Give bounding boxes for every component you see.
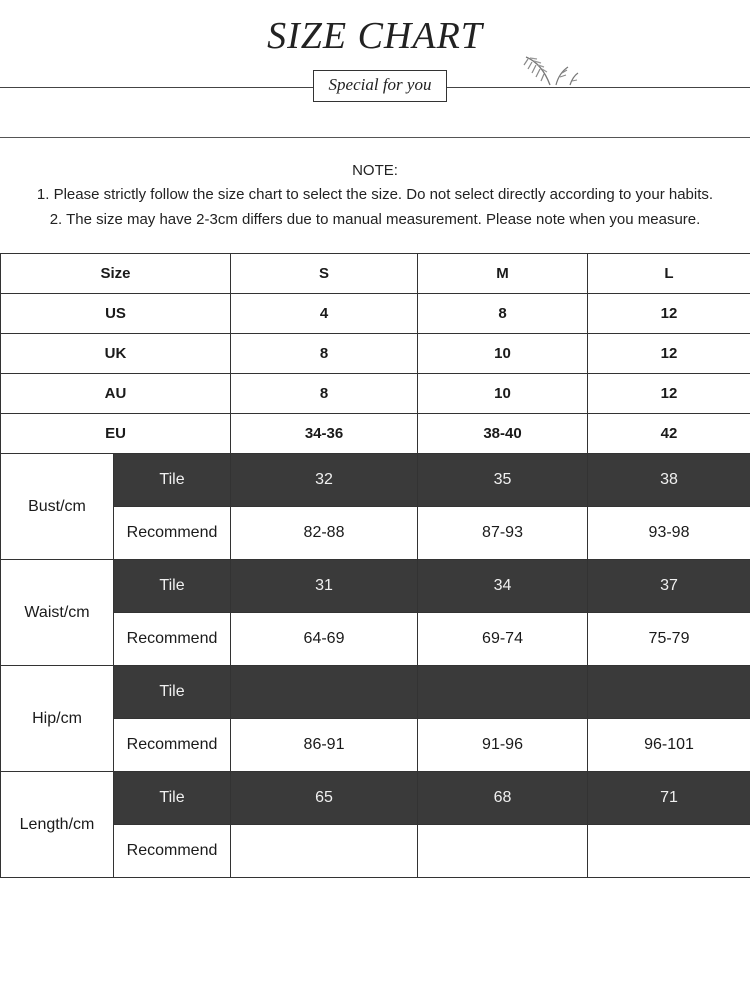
tile-label: Tile <box>114 560 231 613</box>
size-cell: 42 <box>588 414 750 454</box>
measure-cell: 31 <box>231 560 418 613</box>
size-header-label: Size <box>1 254 231 294</box>
size-cell: 34-36 <box>231 414 418 454</box>
measure-cell: 35 <box>418 454 588 507</box>
size-chart-title: SIZE CHART <box>267 15 483 57</box>
length-recommend-row <box>1 825 750 878</box>
measure-cell: 68 <box>418 772 588 825</box>
measure-cell <box>588 825 750 878</box>
size-header-l: L <box>588 254 750 294</box>
au-row <box>1 374 750 414</box>
hip-recommend-row <box>1 719 750 772</box>
size-table <box>0 253 750 878</box>
region-label: UK <box>1 334 231 374</box>
measure-cell: 64-69 <box>231 613 418 666</box>
size-cell: 12 <box>588 334 750 374</box>
measure-cell: 91-96 <box>418 719 588 772</box>
hip-label: Hip/cm <box>1 666 114 772</box>
measure-cell: 38 <box>588 454 750 507</box>
size-cell: 4 <box>231 294 418 334</box>
right-divider <box>447 87 750 88</box>
measure-cell <box>231 825 418 878</box>
size-cell: 12 <box>588 294 750 334</box>
note-line-1: 1. Please strictly follow the size chart to select the size. Do not select directly according to your habits. <box>36 186 714 203</box>
uk-row <box>1 334 750 374</box>
region-label: AU <box>1 374 231 414</box>
measure-cell: 86-91 <box>231 719 418 772</box>
measure-cell: 82-88 <box>231 507 418 560</box>
hip-tile-row <box>1 666 750 719</box>
measure-cell <box>418 666 588 719</box>
size-cell: 8 <box>231 374 418 414</box>
recommend-label: Recommend <box>114 507 231 560</box>
note-top-divider <box>0 137 750 138</box>
measure-cell: 32 <box>231 454 418 507</box>
waist-label: Waist/cm <box>1 560 114 666</box>
palm-leaves-icon <box>520 55 582 89</box>
measure-cell: 93-98 <box>588 507 750 560</box>
measure-cell: 75-79 <box>588 613 750 666</box>
measure-cell: 96-101 <box>588 719 750 772</box>
recommend-label: Recommend <box>114 825 231 878</box>
tile-label: Tile <box>114 772 231 825</box>
size-header-s: S <box>231 254 418 294</box>
size-header-m: M <box>418 254 588 294</box>
region-label: EU <box>1 414 231 454</box>
bust-tile-row <box>1 454 750 507</box>
measure-cell <box>231 666 418 719</box>
length-tile-row <box>1 772 750 825</box>
size-cell: 8 <box>231 334 418 374</box>
measure-cell: 65 <box>231 772 418 825</box>
size-header-row <box>1 254 750 294</box>
note-heading: NOTE: <box>352 162 398 179</box>
size-cell: 38-40 <box>418 414 588 454</box>
size-cell: 8 <box>418 294 588 334</box>
measure-cell <box>418 825 588 878</box>
recommend-label: Recommend <box>114 613 231 666</box>
waist-tile-row <box>1 560 750 613</box>
measure-cell: 87-93 <box>418 507 588 560</box>
measure-cell: 71 <box>588 772 750 825</box>
measure-cell: 69-74 <box>418 613 588 666</box>
bust-label: Bust/cm <box>1 454 114 560</box>
measure-cell: 34 <box>418 560 588 613</box>
eu-row <box>1 414 750 454</box>
waist-recommend-row <box>1 613 750 666</box>
special-for-you-badge: Special for you <box>313 70 447 102</box>
region-label: US <box>1 294 231 334</box>
left-divider <box>0 87 313 88</box>
measure-cell: 37 <box>588 560 750 613</box>
tile-label: Tile <box>114 666 231 719</box>
bust-recommend-row <box>1 507 750 560</box>
size-cell: 10 <box>418 374 588 414</box>
note-line-2: 2. The size may have 2-3cm differs due to manual measurement. Please note when you measure. <box>49 211 701 228</box>
length-label: Length/cm <box>1 772 114 878</box>
recommend-label: Recommend <box>114 719 231 772</box>
tile-label: Tile <box>114 454 231 507</box>
size-cell: 10 <box>418 334 588 374</box>
measure-cell <box>588 666 750 719</box>
us-row <box>1 294 750 334</box>
size-cell: 12 <box>588 374 750 414</box>
